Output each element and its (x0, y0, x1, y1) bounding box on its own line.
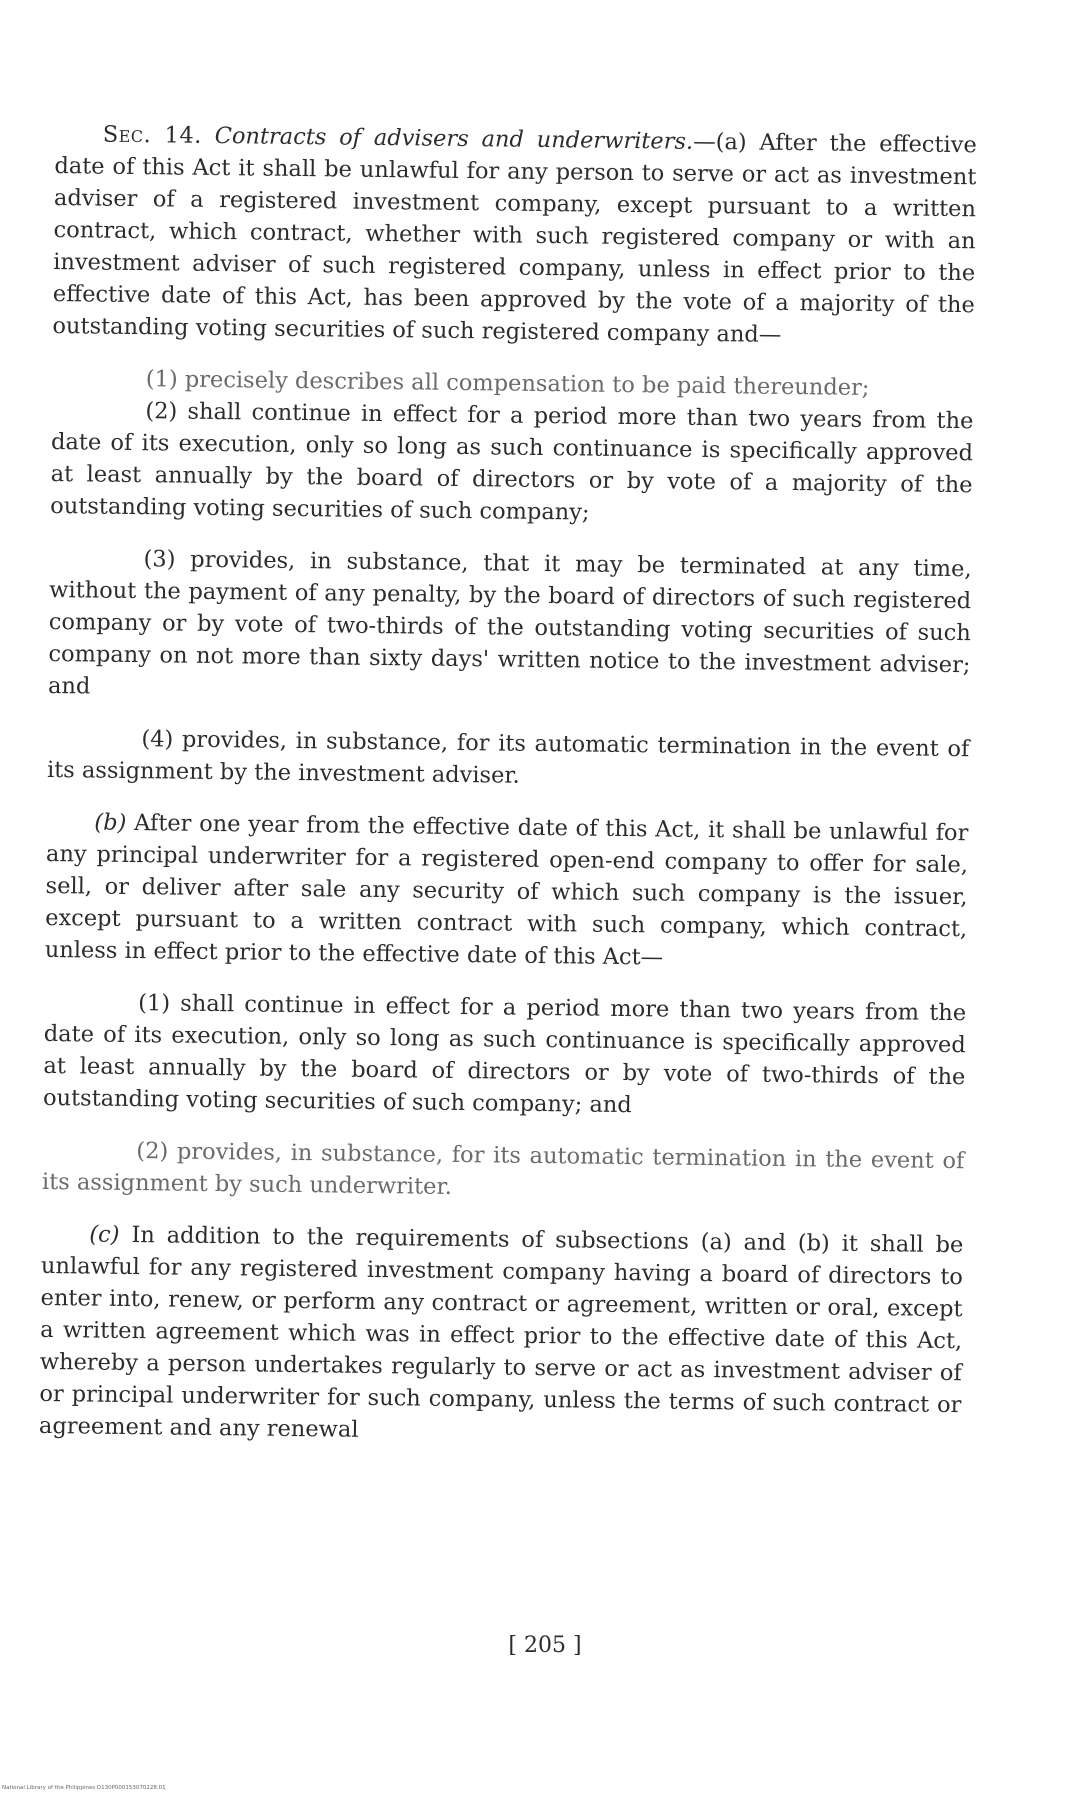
subsection-b-item-2: (2) provides, in substance, for its automatic termination in the event of its assignment by such underwriter. (41, 1138, 965, 1200)
subsection-a-item-2: (2) shall continue in effect for a period more than two years from the date of its execution, only so long as such continuance is specifically approved at least annually by the board of directors or by vote of a majority of the outstanding voting securities of such company; (50, 398, 974, 526)
subsection-a-item-3: (3) provides, in substance, that it may be terminated at any time, without the payment of any penalty, by the board of directors of such registered company or by vote of two-thirds of the outstanding voting securities of such company on not more than sixty days' written notice to the investment adviser; and (47, 546, 972, 700)
subsection-b-text: After one year from the effective date of this Act, it shall be unlawful for any principal underwriter for a registered open-end company to offer for sale, sell, or deliver after sale any security of which such company is the issuer, except pursuant to a written contract with such company, which contract, unless in effect prior to the effective date of this Act— (44, 810, 969, 971)
subsection-c-text: In addition to the requirements of subsections (a) and (b) it shall be unlawful for any registered investment company having a board of directors to enter into, renew, or perform any contract or agreement, written or oral, except a written agreement which was in effect prior to the effective date of this Act, whereby a person undertakes regularly to serve or act as investment adviser of or principal underwriter for such company, unless the terms of such contract or agreement and any renewal (38, 1222, 964, 1443)
body-text (39, 118, 977, 1453)
section-label: Sec. 14. (102, 121, 203, 149)
subsection-b-item-1: (1) shall continue in effect for a period more than two years from the date of its execution, only so long as such continuance is specifically approved at least annually by the board of directors or by vote of two-thirds of the outstanding voting securities of such company; and (42, 990, 967, 1119)
section-14-paragraph-a (52, 118, 977, 353)
subsection-a-intro: After the effective date of this Act it shall be unlawful for any person to serve or act as investment adviser of a registered investment company, except pursuant to a written contract, which contract, whether with such registered company or with an investment adviser of such registered company, unless in effect prior to the effective date of this Act, has been approved by the vote of a majority of the outstanding voting securities of such registered company and— (52, 129, 977, 348)
subsection-a-marker: —(a) (693, 128, 747, 156)
subsection-b-marker: (b) (94, 809, 127, 836)
section-title: Contracts of advisers and underwriters. (214, 122, 694, 155)
subsection-b-paragraph (45, 806, 969, 977)
subsection-c-paragraph (39, 1218, 964, 1453)
subsection-c-marker: (c) (89, 1221, 120, 1248)
subsection-a-item-1: (1) precisely describes all compensation to be paid thereunder; (145, 366, 870, 401)
page-number: [ 205 ] (508, 1633, 582, 1658)
subsection-a-item-4: (4) provides, in substance, for its automatic termination in the event of its assignment by the investment adviser. (46, 726, 970, 789)
footer-credit: National Library of the Philippines D130P000153070228.01 (2, 1785, 166, 1791)
